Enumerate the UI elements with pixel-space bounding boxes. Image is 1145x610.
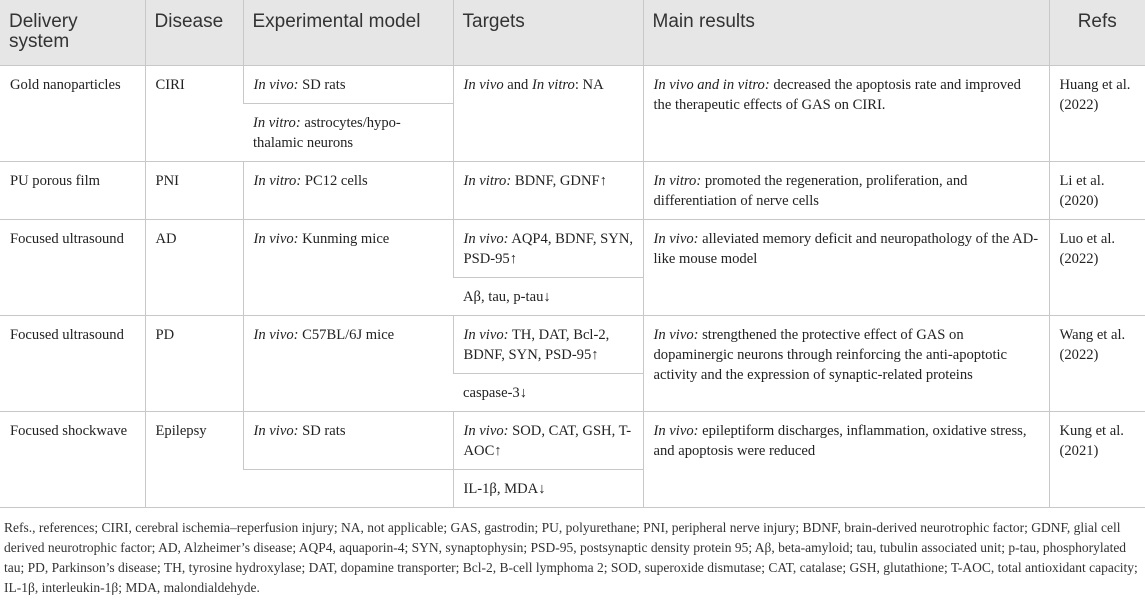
ref-cell: Li et al. (2020)	[1049, 162, 1145, 220]
result-cell	[643, 316, 1049, 412]
target-text: AQP4, BDNF, SYN, PSD-95↑	[463, 231, 634, 267]
model-prefix: In vitro:	[253, 173, 302, 189]
targets-cell	[453, 220, 643, 278]
model-prefix: In vivo:	[253, 327, 299, 343]
result-cell	[643, 162, 1049, 220]
targets-cell	[453, 66, 643, 162]
disease-cell: AD	[145, 220, 243, 316]
header-disease: Disease	[145, 0, 243, 66]
result-prefix: In vivo:	[653, 231, 699, 247]
target-prefix: In vivo	[463, 77, 504, 93]
ref-cell: Kung et al. (2021)	[1049, 412, 1145, 508]
result-text: strengthened the protective effect of GAS on dopaminergic neurons through reinforcing the anti-apoptotic activity and the expression of synaptic-related proteins	[653, 327, 1008, 383]
table-row	[0, 162, 1145, 220]
target-text: TH, DAT, Bcl-2, BDNF, SYN, PSD-95↑	[463, 327, 610, 363]
targets-cell: caspase-3↓	[453, 374, 643, 412]
header-experimental-model: Experimental model	[243, 0, 453, 66]
targets-cell	[453, 162, 643, 220]
model-prefix: In vitro:	[253, 115, 301, 131]
delivery-cell: Gold nanoparticles	[0, 66, 145, 162]
model-text: SD rats	[298, 423, 346, 439]
targets-cell	[453, 412, 643, 470]
model-text: Kunming mice	[298, 231, 390, 247]
ref-cell: Wang et al. (2022)	[1049, 316, 1145, 412]
target-prefix: In vivo:	[463, 423, 509, 439]
target-text: BDNF, GDNF↑	[511, 173, 607, 189]
disease-cell: PNI	[145, 162, 243, 220]
target-text: : NA	[574, 77, 604, 93]
result-text: alleviated memory deficit and neuropathology of the AD-like mouse model	[653, 231, 1039, 267]
target-prefix: In vitro:	[463, 173, 512, 189]
model-text: C57BL/6J mice	[298, 327, 395, 343]
header-delivery-system: Delivery system	[0, 0, 145, 66]
ref-cell: Luo et al. (2022)	[1049, 220, 1145, 316]
model-prefix: In vivo:	[253, 423, 299, 439]
model-cell-empty	[243, 470, 453, 508]
target-text: SOD, CAT, GSH, T-AOC↑	[463, 423, 632, 459]
model-cell	[243, 220, 453, 316]
target-prefix-2: In vitro	[532, 77, 575, 93]
header-row	[0, 0, 1145, 66]
delivery-cell: Focused shockwave	[0, 412, 145, 508]
model-text: astrocytes/hypo-thalamic neurons	[253, 115, 401, 151]
delivery-cell: Focused ultrasound	[0, 316, 145, 412]
result-cell	[643, 412, 1049, 508]
target-conjunction: and	[503, 77, 532, 93]
result-cell	[643, 66, 1049, 162]
targets-cell: IL-1β, MDA↓	[453, 470, 643, 508]
result-prefix: In vivo:	[653, 327, 699, 343]
target-prefix: In vivo:	[463, 327, 509, 343]
target-prefix: In vivo:	[463, 231, 509, 247]
table-row	[0, 412, 1145, 470]
table-row	[0, 220, 1145, 278]
table-footnote: Refs., references; CIRI, cerebral ischemia–reperfusion injury; NA, not applicable; GAS, gastrodin; PU, polyurethane; PNI, peripheral nerve injury; BDNF, brain-derived neurotrophic factor; GDNF, glial cell derived neurotrophic factor; AD, Alzheimer’s disease; AQP4, aquaporin-4; SYN, synaptophysin; PSD-95, postsynaptic density protein 95; Aβ, beta-amyloid; tau, tubulin associated unit; p-tau, phosphorylated tau; PD, Parkinson’s disease; TH, tyrosine hydroxylase; DAT, dopamine transporter; Bcl-2, B-cell lymphoma 2; SOD, superoxide dismutase; CAT, catalase; GSH, glutathione; T-AOC, total antioxidant capacity; IL-1β, interleukin-1β; MDA, malondialdehyde.	[4, 520, 1138, 595]
model-text: PC12 cells	[301, 173, 368, 189]
model-cell	[243, 66, 453, 104]
ref-cell: Huang et al. (2022)	[1049, 66, 1145, 162]
result-prefix: In vitro:	[653, 173, 702, 189]
table-row	[0, 66, 1145, 104]
result-prefix: In vivo:	[653, 423, 699, 439]
result-text: promoted the regeneration, proliferation, and differentiation of nerve cells	[653, 173, 968, 209]
header-targets: Targets	[453, 0, 643, 66]
model-prefix: In vivo:	[253, 231, 299, 247]
model-cell	[243, 412, 453, 470]
result-prefix: In vivo and in vitro:	[653, 77, 770, 93]
model-cell	[243, 316, 453, 412]
header-main-results: Main results	[643, 0, 1049, 66]
header-refs: Refs	[1049, 0, 1145, 66]
model-cell	[243, 162, 453, 220]
disease-cell: CIRI	[145, 66, 243, 162]
targets-cell: Aβ, tau, p-tau↓	[453, 278, 643, 316]
delivery-cell: PU porous film	[0, 162, 145, 220]
disease-cell: PD	[145, 316, 243, 412]
targets-cell	[453, 316, 643, 374]
result-text: epileptiform discharges, inflammation, oxidative stress, and apoptosis were reduced	[653, 423, 1027, 459]
model-cell	[243, 104, 453, 162]
model-prefix: In vivo:	[253, 77, 299, 93]
table-row	[0, 316, 1145, 374]
result-text: decreased the apoptosis rate and improved the therapeutic effects of GAS on CIRI.	[653, 77, 1021, 113]
disease-cell: Epilepsy	[145, 412, 243, 508]
model-text: SD rats	[298, 77, 346, 93]
result-cell	[643, 220, 1049, 316]
delivery-cell: Focused ultrasound	[0, 220, 145, 316]
